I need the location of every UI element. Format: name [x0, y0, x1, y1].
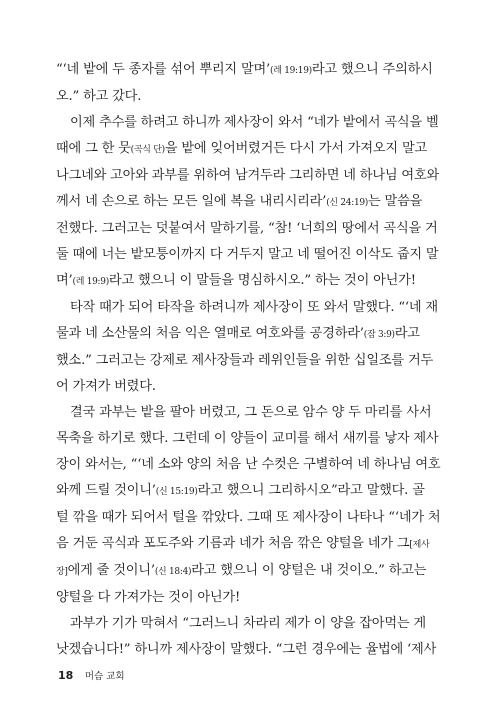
- text-line: [56, 189, 442, 216]
- line-text: 는 말씀을: [368, 194, 423, 209]
- paragraph: [56, 57, 442, 110]
- scripture-reference: (신 18:4): [154, 567, 192, 577]
- paragraph: [56, 295, 442, 400]
- line-text: 을 밭에 잊어버렸거든 다시 가서 가져오지 말고: [164, 141, 428, 156]
- line-text: 결국 과부는 밭을 팔아 버렸고, 그 돈으로 암수 양 두 마리를 사서: [70, 405, 432, 420]
- text-line: [56, 585, 442, 611]
- line-text: 어 가져가 버렸다.: [56, 379, 156, 394]
- gloss-note: (곡식 단): [130, 145, 165, 155]
- line-text: 전했다. 그러고는 덧붙여서 말하기를, “참! ‘너희의 땅에서 곡식을 거: [56, 221, 438, 236]
- paragraph: [56, 400, 442, 611]
- line-text: 양털을 다 가져가는 것이 아닌가!: [56, 590, 241, 605]
- paragraph: [56, 611, 442, 663]
- line-text: 나그네와 고아와 과부를 위하여 남겨두라 그리하면 네 하나님 여호와: [56, 168, 440, 183]
- line-text: 에게 줄 것이니’: [67, 563, 155, 578]
- text-line: [56, 531, 442, 558]
- page-footer: [58, 668, 125, 682]
- line-text: 둘 때에 너는 밭모퉁이까지 다 거두지 말고 네 떨어진 이삭도 줍지 말: [56, 247, 439, 262]
- scripture-reference: (레 19:9): [72, 277, 109, 287]
- line-text: 라고 했으니 이 말들을 명심하시오.” 하는 것이 아닌가!: [108, 273, 416, 288]
- line-text: 물과 네 소산물의 처음 익은 열매로 여호와를 공경하라’: [56, 326, 364, 341]
- text-line: [56, 478, 442, 505]
- line-text: 라고 했으니 주의하시: [311, 62, 433, 77]
- line-text: 장이 와서는, “‘네 소와 양의 처음 난 수컷은 구별하여 네 하나님 여호: [56, 457, 441, 472]
- scripture-reference: (레 19:19): [270, 66, 312, 76]
- text-line: [56, 242, 442, 268]
- text-line: [56, 611, 442, 637]
- text-line: [56, 558, 442, 585]
- text-line: [56, 374, 442, 400]
- text-line: [56, 216, 442, 242]
- text-line: [56, 505, 442, 531]
- text-line: [56, 84, 442, 110]
- book-title: 머슴 교회: [84, 671, 125, 682]
- scripture-reference: (잠 3:9): [363, 330, 395, 340]
- line-text: 라고 했으니 그리하시오”라고 말했다. 골: [197, 483, 425, 498]
- line-text: 털 깎을 때가 되어서 털을 깎았다. 그때 또 제사장이 나타나 “‘네가 처: [56, 510, 441, 525]
- text-line: [56, 136, 442, 163]
- line-text: 며’: [56, 273, 73, 288]
- text-line: [56, 400, 442, 426]
- scripture-reference: (신 15:19): [155, 487, 198, 497]
- line-text: 타작 때가 되어 타작을 하려니까 제사장이 또 와서 말했다. “‘네 재: [70, 300, 438, 315]
- text-line: [56, 452, 442, 478]
- body-text: [56, 57, 442, 663]
- text-line: [56, 163, 442, 189]
- text-line: [56, 57, 442, 84]
- text-line: [56, 637, 442, 663]
- line-text: 낫겠습니다!” 하니까 제사장이 말했다. “그런 경우에는 율법에 ‘제사: [56, 642, 437, 657]
- line-text: 때에 그 한 뭇: [56, 141, 131, 156]
- text-line: [56, 295, 442, 321]
- line-text: 음 거둔 곡식과 포도주와 기름과 네가 처음 깎은 양털을 네가 그: [56, 536, 410, 551]
- line-text: “‘네 밭에 두 종자를 섞어 뿌리지 말며’: [56, 62, 271, 77]
- scripture-reference: (신 24:19): [326, 198, 369, 208]
- page-number: 18: [58, 669, 74, 682]
- line-text: 과부가 기가 막혀서 “그러느니 차라리 제가 이 양을 잡아먹는 게: [70, 616, 426, 631]
- paragraph: [56, 110, 442, 295]
- line-text: 와께 드릴 것이니’: [56, 483, 156, 498]
- line-text: 라고: [394, 326, 420, 341]
- line-text: 이제 추수를 하려고 하니까 제사장이 와서 “네가 밭에서 곡식을 벨: [70, 115, 439, 130]
- line-text: 께서 네 손으로 하는 모든 일에 복을 내리시리라’: [56, 194, 327, 209]
- text-line: [56, 268, 442, 295]
- gloss-note: 장]: [56, 567, 68, 577]
- line-text: 라고 했으니 이 양털은 내 것이오.” 하고는: [191, 563, 427, 578]
- line-text: 오.” 하고 갔다.: [56, 89, 142, 104]
- text-line: [56, 110, 442, 136]
- text-line: [56, 426, 442, 452]
- line-text: 했소.” 그러고는 강제로 제사장들과 레위인들을 위한 십일조를 거두: [56, 353, 434, 368]
- gloss-note: [제사: [409, 540, 430, 550]
- text-line: [56, 321, 442, 348]
- line-text: 목축을 하기로 했다. 그런데 이 양들이 교미를 해서 새끼를 낳자 제사: [56, 431, 439, 446]
- text-line: [56, 348, 442, 374]
